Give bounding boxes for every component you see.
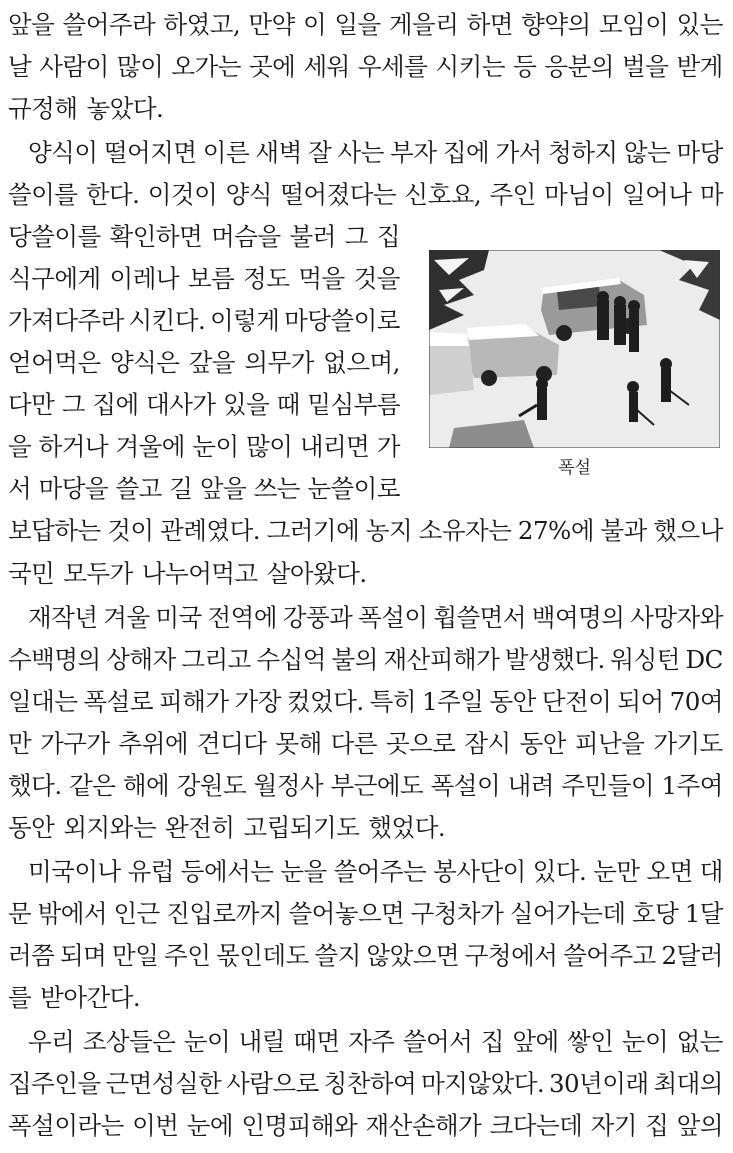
text-line: 재작년 겨울 미국 전역에 강풍과 폭설이 휩쓸면서 백여명의 사망자와	[28, 603, 723, 632]
text-line: 일대는 폭설로 피해가 가장 컸었다. 특히 1주일 동안 단전이 되어 70여	[8, 687, 723, 716]
text-line: 를 받아간다.	[8, 983, 141, 1012]
photo-caption: 폭설	[558, 458, 591, 478]
text-line: 날 사람이 많이 오가는 곳에 세워 우세를 시키는 등 응분의 벌을 받게	[8, 52, 723, 81]
text-line: 동안 외지와는 완전히 고립되기도 했었다.	[8, 813, 446, 842]
text-line: 보답하는 것이 관례였다. 그러기에 농지 소유자는 27%에 불과 했으나	[8, 516, 723, 545]
text-line: 당쓸이를 확인하면 머슴을 불러 그 집	[8, 222, 400, 251]
text-line: 양식이 떨어지면 이른 새벽 잘 사는 부자 집에 가서 청하지 않는 마당	[28, 138, 723, 167]
text-line: 식구에게 이레나 보름 정도 먹을 것을	[8, 264, 400, 293]
text-line: 얻어먹은 양식은 갚을 의무가 없으며,	[8, 348, 400, 377]
text-line: 우리 조상들은 눈이 내릴 때면 자주 쓸어서 집 앞에 쌓인 눈이 없는	[28, 1027, 723, 1056]
text-line: 앞을 쓸어주라 하였고, 만약 이 일을 게을리 하면 향약의 모임이 있는	[8, 10, 723, 39]
text-line: 했다. 같은 해에 강원도 월정사 부근에도 폭설이 내려 주민들이 1주여	[8, 771, 723, 800]
text-line: 을 하거나 겨울에 눈이 많이 내리면 가	[8, 432, 400, 461]
text-line: 미국이나 유럽 등에서는 눈을 쓸어주는 봉사단이 있다. 눈만 오면 대	[28, 857, 723, 886]
text-line: 만 가구가 추위에 견디다 못해 다른 곳으로 잠시 동안 피난을 가기도	[8, 729, 723, 758]
snow-photo-image	[429, 250, 720, 448]
snowfall-photo	[429, 250, 720, 448]
text-line: 집주인을 근면성실한 사람으로 칭찬하여 마지않았다. 30년이래 최대의	[8, 1069, 723, 1098]
text-line: 문 밖에서 인근 진입로까지 쓸어놓으면 구청차가 실어가는데 호당 1달	[8, 899, 723, 928]
text-line: 국민 모두가 나누어먹고 살아왔다.	[8, 559, 367, 588]
text-line: 규정해 놓았다.	[8, 94, 164, 123]
text-line: 다만 그 집에 대사가 있을 때 밑심부름	[8, 390, 400, 419]
text-line: 쓸이를 한다. 이것이 양식 떨어졌다는 신호요, 주인 마님이 일어나 마	[8, 180, 723, 209]
text-line: 수백명의 상해자 그리고 수십억 불의 재산피해가 발생했다. 워싱턴 DC	[8, 645, 723, 674]
text-line: 폭설이라는 이번 눈에 인명피해와 재산손해가 크다는데 자기 집 앞의	[8, 1111, 723, 1140]
text-line: 러쯤 되며 만일 주인 몫인데도 쓸지 않았으면 구청에서 쓸어주고 2달러	[8, 941, 723, 970]
text-line: 서 마당을 쓸고 길 앞을 쓰는 눈쓸이로	[8, 474, 400, 503]
text-line: 가져다주라 시킨다. 이렇게 마당쓸이로	[8, 306, 400, 335]
